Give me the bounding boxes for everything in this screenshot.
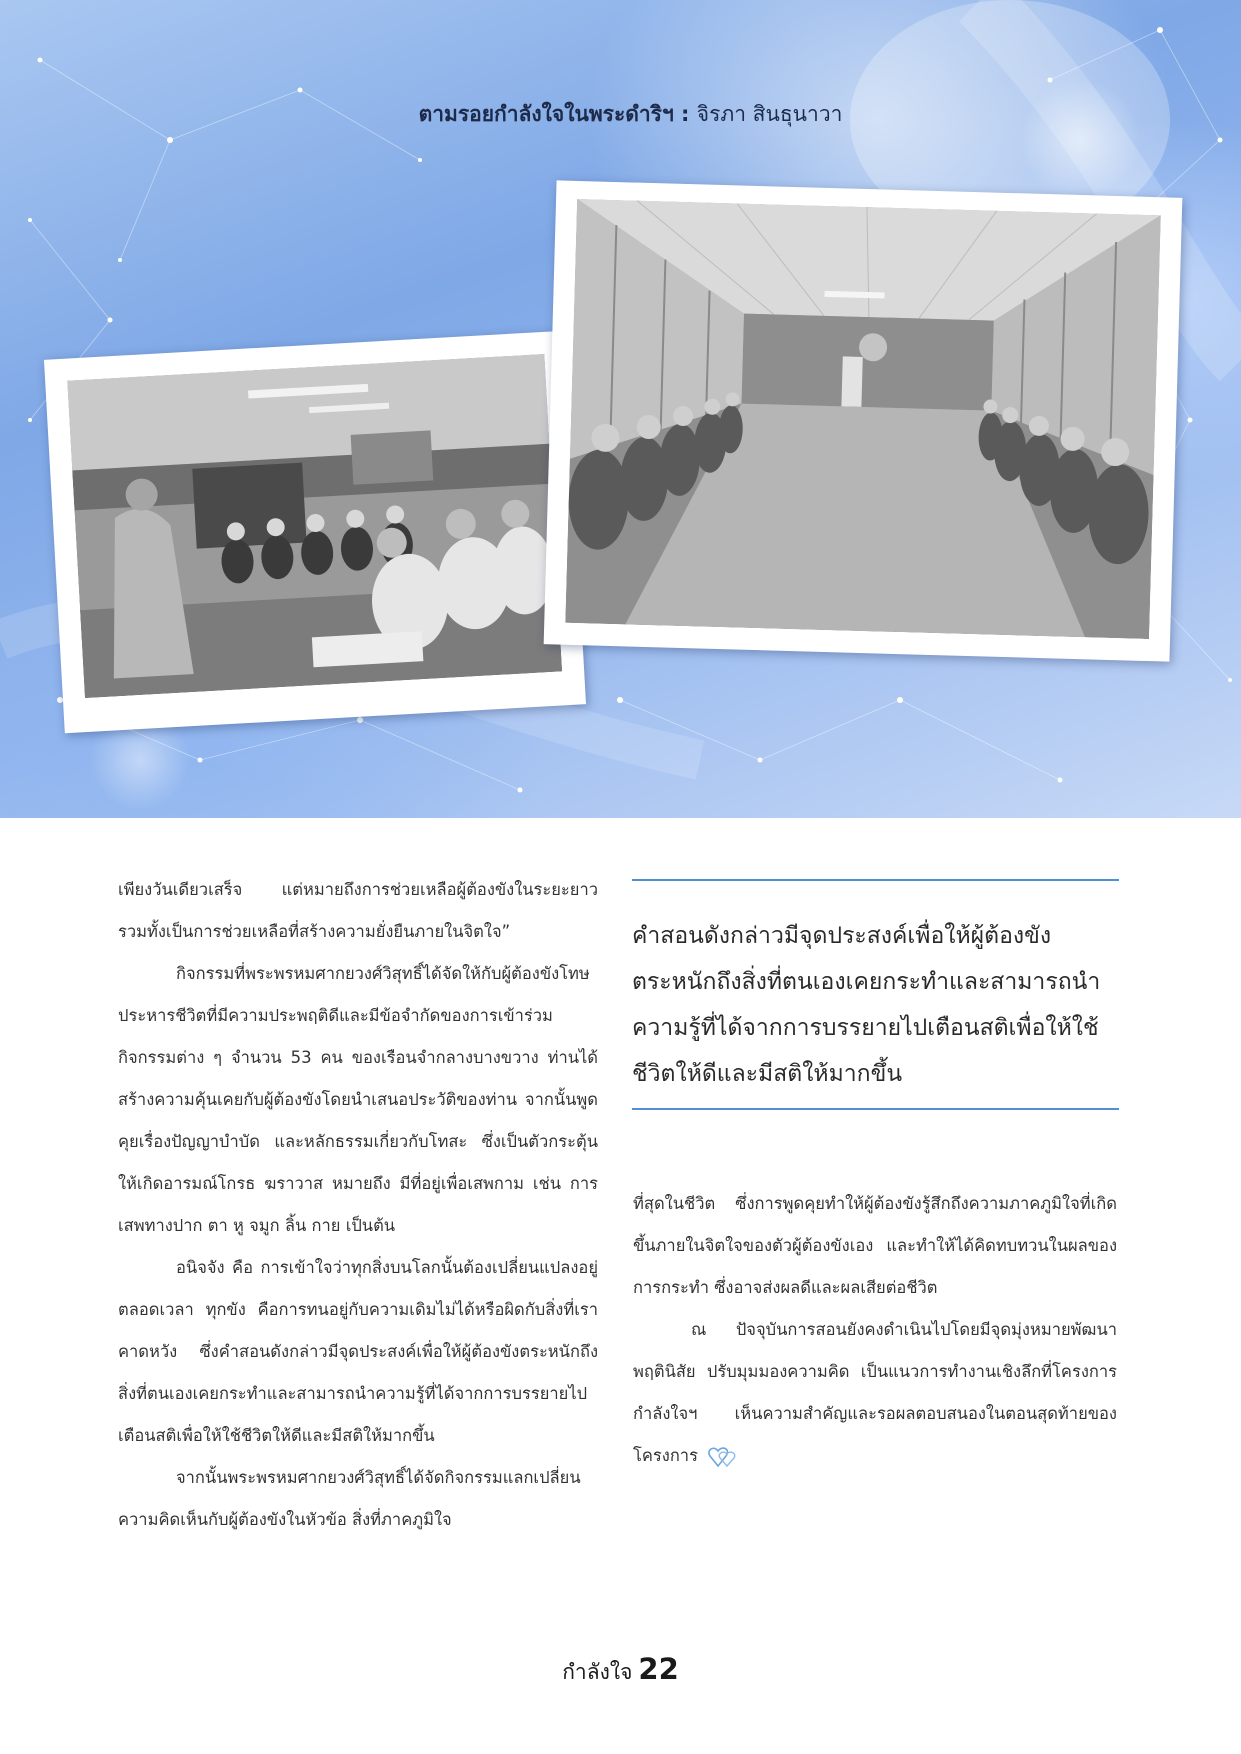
header-separator: : — [673, 102, 697, 126]
pull-quote — [632, 913, 1119, 1097]
heart-icon — [704, 1444, 740, 1470]
paragraph: จากนั้นพระพรหมศากยวงศ์วิสุทธิ์ได้จัดกิจกรรมแลกเปลี่ยนความคิดเห็นกับผู้ต้องขังในหัวข้อ สิ่งที่ภาคภูมิใจ — [118, 1468, 581, 1529]
paragraph: เพียงวันเดียวเสร็จ แต่หมายถึงการช่วยเหลือผู้ต้องขังในระยะยาว รวมทั้งเป็นการช่วยเหลือที่สร้างความยั่งยืนภายในจิตใจ” — [118, 880, 598, 941]
paragraph: ที่สุดในชีวิต ซึ่งการพูดคุยทำให้ผู้ต้องขังรู้สึกถึงความภาคภูมิใจที่เกิดขึ้นภายในจิตใจของตัวผู้ต้องขังเอง และทำให้ได้คิดทบทวนในผลของการกระทำ ซึ่งอาจส่งผลดีและผลเสียต่อชีวิต — [633, 1194, 1117, 1297]
pull-quote-top-rule — [632, 879, 1119, 881]
pull-quote-text: คำสอนดังกล่าวมีจุดประสงค์เพื่อให้ผู้ต้องขังตระหนักถึงสิ่งที่ตนเองเคยกระทำและสามารถนำความรู้ที่ได้จากการบรรยายไปเตือนสติเพื่อให้ใช้ชีวิตให้ดีและมีสติให้มากขึ้น — [632, 923, 1101, 1087]
author-name: จิรภา สินธุนาวา — [696, 102, 843, 126]
paragraph: กิจกรรมที่พระพรหมศากยวงศ์วิสุทธิ์ได้จัดให้กับผู้ต้องขังโทษประหารชีวิตที่มีความประพฤติดีและมีข้อจำกัดของการเข้าร่วมกิจกรรมต่าง ๆ จำนวน 53 คน ของเรือนจำกลางบางขวาง ท่านได้สร้างความคุ้นเคยกับผู้ต้องขังโดยนำเสนอประวัติของท่าน จากนั้นพูดคุยเรื่องปัญญาบำบัด และหลักธรรมเกี่ยวกับโทสะ ซึ่งเป็นตัวกระตุ้นให้เกิดอารมณ์โกรธ ฆราวาส หมายถึง มีที่อยู่เพื่อเสพกาม เช่น การเสพทางปาก ตา หู จมูก ลิ้น กาย เป็นต้น — [118, 964, 598, 1235]
right-column — [633, 1183, 1117, 1477]
paragraph-text: ณ ปัจจุบันการสอนยังคงดำเนินไปโดยมีจุดมุ่งหมายพัฒนาพฤตินิสัย ปรับมุมมองความคิด เป็นแนวการทำงานเชิงลึกที่โครงการกำลังใจฯ เห็นความสำคัญและรอผลตอบสนองในตอนสุดท้ายของโครงการ — [633, 1320, 1117, 1465]
left-column — [118, 869, 598, 1541]
photo-hall-session — [544, 180, 1183, 661]
hero-banner — [0, 0, 1241, 818]
photo-monk-speaking — [44, 331, 586, 734]
page-number: 22 — [638, 1652, 679, 1686]
photo-hall-session-image — [565, 199, 1161, 639]
photo-hall-session-illustration — [565, 199, 1161, 639]
magazine-name: กำลังใจ — [562, 1660, 633, 1684]
paragraph: อนิจจัง คือ การเข้าใจว่าทุกสิ่งบนโลกนั้นต้องเปลี่ยนแปลงอยู่ตลอดเวลา ทุกขัง คือการทนอยู่กับความเดิมไม่ได้หรือผิดกับสิ่งที่เราคาดหวัง ซึ่งคำสอนดังกล่าวมีจุดประสงค์เพื่อให้ผู้ต้องขังตระหนักถึงสิ่งที่ตนเองเคยกระทำและสามารถนำความรู้ที่ได้จากการบรรยายไปเตือนสติเพื่อให้ใช้ชีวิตให้ดีและมีสติให้มากขึ้น — [118, 1258, 598, 1445]
photo-monk-speaking-image — [67, 354, 562, 698]
column-header — [0, 98, 1241, 131]
page-footer — [0, 1652, 1241, 1689]
paragraph — [633, 1309, 1117, 1477]
photo-monk-speaking-illustration — [67, 354, 562, 698]
column-title: ตามรอยกำลังใจในพระดำริฯ — [418, 102, 674, 126]
pull-quote-bottom-rule — [632, 1108, 1119, 1110]
